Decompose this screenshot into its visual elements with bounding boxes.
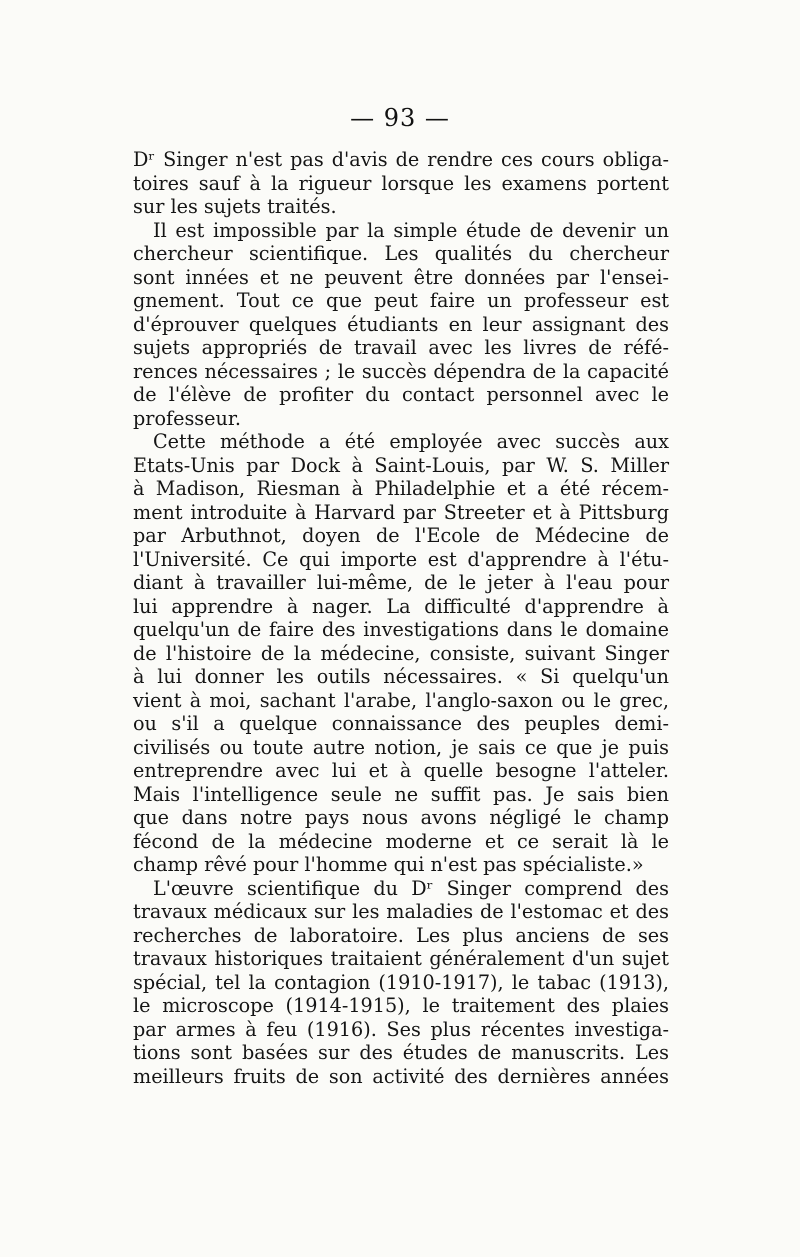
text-line: que dans notre pays nous avons négligé le champ <box>133 806 669 829</box>
text-line: gnement. Tout ce que peut faire un professeur est <box>133 289 669 312</box>
text-line: Il est impossible par la simple étude de devenir un <box>153 218 669 242</box>
text-line: d'éprouver quelques étudiants en leur assignant des <box>133 312 669 336</box>
text-line: à Madison, Riesman à Philadelphie et a été récem- <box>133 477 669 500</box>
text-line: de l'histoire de la médecine, consiste, suivant Singer <box>133 641 669 665</box>
text-line: à lui donner les outils nécessaires. « Si quelqu'un <box>133 665 669 688</box>
text-line: ment introduite à Harvard par Streeter et à Pittsburg <box>133 500 669 524</box>
text-line: entreprendre avec lui et à quelle besogne l'atteler. <box>133 759 669 782</box>
text-line: par armes à feu (1916). Ses plus récentes investiga- <box>133 1017 669 1041</box>
text-line: quelqu'un de faire des investigations dans le domaine <box>133 618 669 641</box>
page-number: — 93 — <box>350 104 450 132</box>
text-line: sujets appropriés de travail avec les livres de réfé- <box>133 336 669 359</box>
text-line: travaux historiques traitaient généralement d'un sujet <box>133 947 669 970</box>
text-line: vient à moi, sachant l'arabe, l'anglo-saxon ou le grec, <box>133 688 669 712</box>
text-line: ou s'il a quelque connaissance des peuples demi- <box>133 712 669 735</box>
text-line: rences nécessaires ; le succès dépendra de la capacité <box>133 359 669 383</box>
text-line: Cette méthode a été employée avec succès aux <box>153 430 669 453</box>
text-line: civilisés ou toute autre notion, je sais ce que je puis <box>133 735 669 759</box>
body-text <box>133 148 669 1088</box>
text-line: meilleurs fruits de son activité des dernières années <box>133 1064 669 1088</box>
text-line: L'œuvre scientifique du Dʳ Singer comprend des <box>153 876 669 900</box>
text-line: tions sont basées sur des études de manuscrits. Les <box>133 1041 669 1064</box>
text-line: toires sauf à la rigueur lorsque les examens portent <box>133 171 669 195</box>
text-line: de l'élève de profiter du contact personnel avec le <box>133 383 669 406</box>
text-line: Mais l'intelligence seule ne suffit pas. Je sais bien <box>133 782 669 806</box>
text-line: fécond de la médecine moderne et ce serait là le <box>133 829 669 853</box>
text-line: Etats-Unis par Dock à Saint-Louis, par W. S. Miller <box>133 453 669 477</box>
text-line: l'Université. Ce qui importe est d'apprendre à l'étu- <box>133 547 669 571</box>
text-line: sur les sujets traités. <box>133 195 337 218</box>
text-line: champ rêvé pour l'homme qui n'est pas spécialiste.» <box>133 853 644 876</box>
text-line: travaux médicaux sur les maladies de l'estomac et des <box>133 900 669 923</box>
text-line: chercheur scientifique. Les qualités du chercheur <box>133 242 669 265</box>
text-line: professeur. <box>133 406 242 430</box>
text-line: par Arbuthnot, doyen de l'Ecole de Médecine de <box>133 524 669 547</box>
text-line: le microscope (1914-1915), le traitement des plaies <box>133 994 669 1017</box>
text-line: spécial, tel la contagion (1910-1917), le tabac (1913), <box>133 970 669 994</box>
text-line: sont innées et ne peuvent être données par l'ensei- <box>133 265 669 289</box>
text-line: Dʳ Singer n'est pas d'avis de rendre ces cours obliga- <box>133 148 669 171</box>
text-line: diant à travailler lui-même, de le jeter à l'eau pour <box>133 571 669 594</box>
text-line: lui apprendre à nager. La difficulté d'apprendre à <box>133 594 669 618</box>
text-line: recherches de laboratoire. Les plus anciens de ses <box>133 923 669 947</box>
